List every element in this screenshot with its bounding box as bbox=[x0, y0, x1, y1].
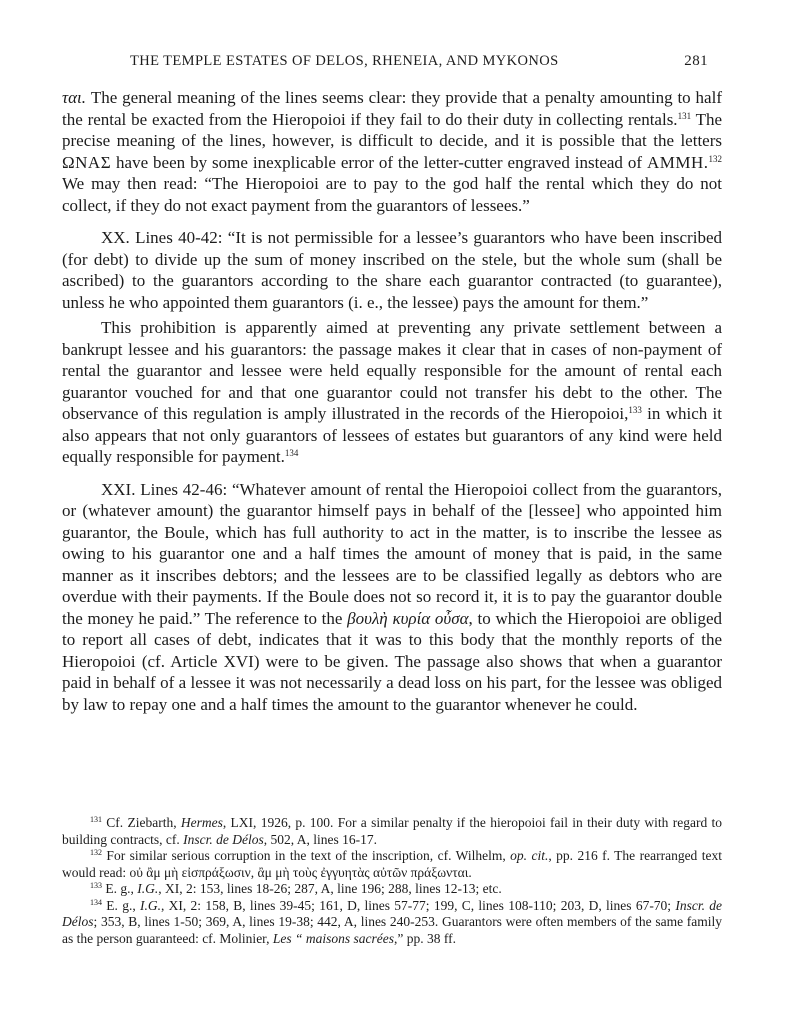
footnote-131 bbox=[62, 815, 722, 848]
citation-abbrev: op. cit. bbox=[510, 848, 549, 863]
footnote-number: 132 bbox=[90, 848, 102, 857]
work-title: Inscr. de Délos bbox=[183, 831, 264, 847]
footnote-text: ; 353, B, lines 1-50; 369, A, lines 19-38; 442, A, lines 240-253. Guarantors were often members of the same family as the person guaranteed: cf. Molinier, bbox=[62, 914, 722, 946]
footnote-134 bbox=[62, 898, 722, 948]
paragraph-text: have been by some inexplicable error of the letter-cutter engraved instead of bbox=[111, 152, 647, 172]
journal-title: Hermes bbox=[180, 815, 223, 830]
greek-letters-onas: ΩΝΑΣ bbox=[62, 152, 112, 172]
running-header bbox=[0, 53, 787, 75]
paragraph-text: The general meaning of the lines seems clear: they provide that a penalty amounting to half the rental be exacted from the Hieropoioi if they fail to do their duty in collecting rentals. bbox=[62, 88, 722, 129]
paragraph-article-xx bbox=[62, 227, 722, 313]
footnotes bbox=[62, 815, 722, 947]
footnote-ref-132[interactable]: 132 bbox=[708, 153, 722, 164]
greek-text: οὐ ἂμ μὴ εἰσπράξωσιν, ἂμ μὴ τοὺς ἐγγυητὰς αὐτῶν πράξωνται. bbox=[129, 864, 472, 880]
footnote-text: For similar serious corruption in the text of the inscription, cf. Wilhelm, bbox=[102, 848, 511, 863]
greek-letters-ammh: ΑΜΜΗ. bbox=[646, 152, 709, 172]
paragraph-text: XX. Lines 40-42: “It is not permissible for a lessee’s guarantors who have been inscribed (for debt) to divide up the sum of money inscribed on the stele, but the whole sum (shall be ascribed) to the guarantors according to the share each guarantor contracted (to guarantee), unless he who appointed them guarantors (i. e., the lessee) pays the amount for them.” bbox=[62, 228, 722, 312]
main-text bbox=[62, 87, 722, 715]
greek-word-tai: ται. bbox=[62, 88, 86, 107]
footnote-ref-133[interactable]: 133 bbox=[628, 405, 642, 415]
footnote-ref-134[interactable]: 134 bbox=[284, 448, 299, 458]
footnote-text: E. g., bbox=[102, 881, 138, 896]
running-title: THE TEMPLE ESTATES OF DELOS, RHENEIA, AND MYKONOS bbox=[130, 53, 559, 69]
footnote-text: , XI, 2: 153, lines 18-26; 287, A, line 196; 288, lines 12-13; etc. bbox=[158, 881, 502, 896]
footnote-text: , LXI, 1926, p. 100. For a similar penalty if the hieropoioi fail in their duty with regard to building contracts, cf. bbox=[62, 815, 722, 847]
footnote-text: , pp. 216 f. The rearranged text would read: bbox=[62, 848, 722, 880]
paragraph-text: XXI. Lines 42-46: “Whatever amount of rental the Hieropoioi collect from the guarantors, or (whatever amount) the guarantor himself pays in behalf of the [lessee] who appointed him guarantor, the Boule, which has full authority to act in the matter, is to inscribe the lessee as owing to his guarantor one and a half times the amount of money that is paid, in the same manner as it inscribes debtors; and the lessees are to be classified legally as debtors who are overdue with their payments. If the Boule does not so record it, it is to pay the guarantor double the money he paid.” The reference to the bbox=[62, 479, 722, 628]
paragraph-text: We may then read: “The Hieropoioi are to pay to the god half the rental which they do not collect, if they do not exact payment from the guarantors of lessees.” bbox=[62, 174, 722, 215]
footnote-133 bbox=[62, 881, 722, 898]
greek-phrase-boule: βουλὴ κυρία οὖσα bbox=[347, 608, 469, 628]
footnote-number: 133 bbox=[90, 881, 102, 890]
page-number: 281 bbox=[684, 53, 708, 69]
footnote-text: , 502, A, lines 16-17. bbox=[263, 831, 377, 847]
footnote-text: ,” pp. 38 ff. bbox=[394, 930, 457, 946]
work-title: I.G. bbox=[139, 897, 161, 913]
paragraph-text: The precise meaning of the lines, however, is difficult to decide, and it is possible that the letters bbox=[62, 109, 722, 150]
paragraph-text: in which it also appears that not only guarantors of lessees of estates but guarantors of any kind were held equally responsible for payment. bbox=[62, 404, 722, 466]
work-title: Les “ maisons sacrées bbox=[272, 930, 395, 946]
footnote-text: , XI, 2: 158, B, lines 39-45; 161, D, lines 57-77; 199, C, lines 108-110; 203, D, lines 67-70; bbox=[160, 897, 676, 913]
footnote-text: Cf. Ziebarth, bbox=[102, 815, 181, 830]
paragraph-article-xxi bbox=[62, 479, 722, 716]
paragraph-penalty bbox=[62, 87, 722, 216]
footnote-number: 134 bbox=[90, 897, 102, 907]
paragraph-prohibition bbox=[62, 317, 722, 468]
work-title: Inscr. de Délos bbox=[62, 897, 722, 929]
footnote-132 bbox=[62, 848, 722, 881]
paragraph-text: , to which the Hieropoioi are obliged to report all cases of debt, indicates that it was to this body that the monthly reports of the Hieropoioi (cf. Article XVI) were to be given. The passage also shows that when a guarantor paid in behalf of a lessee it was not necessarily a dead loss on his part, for the lessee was obliged by law to repay one and a half times the amount to the guarantor whenever he could. bbox=[62, 608, 722, 714]
footnote-text: E. g., bbox=[102, 897, 140, 913]
work-title: I.G. bbox=[137, 881, 159, 896]
paragraph-text: This prohibition is apparently aimed at preventing any private settlement between a bankrupt lessee and his guarantors: the passage makes it clear that in cases of non-payment of rental the guarantor and lessee were held equally responsible for the amount of rental each guarantor vouched for and that one guarantor could not transfer his debt to the other. The observance of this regulation is amply illustrated in the records of the Hieropoioi, bbox=[62, 318, 722, 423]
footnote-ref-131[interactable]: 131 bbox=[677, 110, 692, 121]
footnote-number: 131 bbox=[90, 815, 102, 824]
